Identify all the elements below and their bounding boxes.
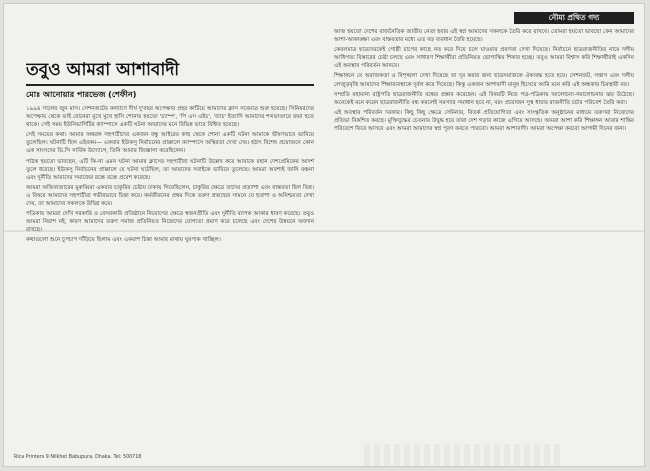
section-title: নৌম্য প্রথিত গদ্য bbox=[514, 12, 634, 24]
left-paragraph-2: সেই সময়ের কথা। আমার অন্তরঙ্গ সহপাঠীদের একজন বন্ধু আইরের কাছ থেকে শোনা একটি ঘটনা আমাকে ভীষণভাবে ভাবিয়ে তুলেছিল। ঘটনাটি ছিল এইরকম— একবার ইঊকসু নির্বাচনের প্রাক্কালে ক্যাম্পাসে অস্থিরতা দেখা দেয়। হঠাৎ বিশেষ প্রয়োজনে কোন এক সাংসদের ডি.সি সার্বিক উদ্যোগে, তিনি আমার জিজ্ঞাসা করেছিলেন। bbox=[26, 132, 314, 155]
right-paragraph-1: আজ হয়তো দেশের রাজনৈতিক জাতীয় নেতা হবার এই স্বপ্ন আমাদের সকলকে তৈরি করে রাখবে। তোমরা হয়তো ভাবছো কেন আমাদের আশা-আকাঙ্ক্ষা এবং বাস্তবতার মধ্যে এত বড় ব্যবধান তৈরি হয়েছে। bbox=[334, 29, 634, 44]
left-paragraph-4: আমরা অজিবাজারের মুরুব্বিরা একবার চাকুরির চেষ্টায় ঢাকায় গিয়েছিলেন, চাকুরির ক্ষেত্রে তাদের প্রত্যাশা এবং বাস্তবতা ছিল ভিন্ন। এ বিষয়ে আমাদের সহপাঠীরা গভীরভাবে চিন্তা করে। কর্মজীবনের প্রথম দিকে তরুণ প্রজন্মের সামনে যে হতাশা ও অনিশ্চয়তা দেখা দেয়, তা আমাদের সকলকে উদ্বিগ্ন করে। bbox=[26, 184, 314, 208]
title-rule bbox=[26, 84, 314, 86]
right-paragraph-3: শিক্ষাঙ্গনে যে অরাজকতা ও বিশৃঙ্খলা দেখা দিয়েছে তা দূর করার জন্য ছাত্রসমাজকে ঐক্যবদ্ধ হতে হবে। সেশনজট, সন্ত্রাস এবং দলীয় লেজুড়বৃত্তি আমাদের শিক্ষাব্যবস্থাকে দুর্বল করে দিয়েছে। কিন্তু একজন আশাবাদী মানুষ হিসেবে আমি মনে করি এই অন্ধকার চিরস্থায়ী নয়। bbox=[334, 73, 634, 88]
right-paragraph-2: কেবলমাত্র ছাত্রদেরকেই গোষ্ঠী চাপের কাছে নত করে দিয়ে চলে যাওয়ার প্রবণতা দেখা দিয়েছে। নির্বাচনে ছাত্ররাজনীতির নামে দলীয় আধিপত্য বিস্তারের চেষ্টা চলছে এবং সাধারণ শিক্ষার্থীরা প্রতিনিয়ত ভোগান্তির শিকার হচ্ছে। তবুও আমরা বিশ্বাস করি শিক্ষার্থীরাই একদিন এই অবস্থার পরিবর্তন আনবে। bbox=[334, 47, 634, 70]
right-paragraph-5: এই অবস্থার পরিবর্তন দরকার। কিছু কিছু ক্ষেত্রে সেমিনার, বিতর্ক প্রতিযোগিতা এবং সাংস্কৃতিক অনুষ্ঠানের মাধ্যমে তরুণরা নিজেদের প্রতিভা বিকশিত করছে। মুক্তিযুদ্ধের চেতনায় উদ্বুদ্ধ হয়ে তারা দেশ গড়ার কাজে এগিয়ে আসছে। আমরা আশা করি শিক্ষাঙ্গন আবার শান্তির পরিবেশে ফিরে আসবে এবং আমরা আমাদের স্বপ্ন পূরণ করতে পারবো। আমরা আশাবাদী। আমরা অপেক্ষা করবো আগামী দিনের জন্য। bbox=[334, 109, 634, 133]
printer-footer: Rica Printers 9 Nilkhet Babupura, Dhaka. Tel: 500718 bbox=[14, 455, 142, 460]
magazine-page bbox=[4, 4, 644, 466]
left-column bbox=[26, 44, 314, 444]
left-paragraph-6: কথাগুলো শুনে চুপচাপ দাঁড়িয়ে ছিলাম এবং একরাশ চিন্তা আমার মাথায় ঘুরপাক খাচ্ছিল। bbox=[26, 237, 221, 244]
show-through-print bbox=[364, 444, 564, 466]
left-paragraph-5: পত্রিকায় আমরা দেখি সরকারি ও বেসরকারি প্রতিষ্ঠানে নিয়োগের ক্ষেত্রে স্বজনপ্রীতি এবং দুর্নীতি ব্যাপক আকার ধারণ করেছে। তবুও আমরা নিরাশ নই, কারণ আমাদের তরুণ সমাজ প্রতিনিয়ত নিজেদের যোগ্যতা প্রমাণ করে চলেছে এবং দেশের উন্নয়নে অবদান রাখছে। bbox=[26, 211, 314, 234]
left-paragraph-1: ১৯৯৪ সালের জুন মাস। সেশনজটের কল্যাণে দীর্ঘ দু'বছর অপেক্ষার প্রহর কাটিয়ে আমাদের ক্লাস সবেমাত্র শুরু হয়েছে। সিনিয়রদের অপেক্ষায় থেকে ভাই বোনেরা মুখে মুখে হাসি শোনায় হয়তো 'চ্যাম্প', 'পি এস এইচ', 'ব্যাচ' ইত্যাদি আমাদের শব্দভাণ্ডারে জমা হতে থাকে। সেই সময় ইউনিভার্সিটির ক্যাম্পাসে একটি ঘটনা আমাদের মনে বিভিন্ন ভাবে বিশ্বিত হয়েছে। bbox=[26, 106, 314, 129]
article-title: তবুও আমরা আশাবাদী bbox=[26, 60, 180, 80]
right-paragraph-4: সম্প্রতি মহামান্য রাষ্ট্রপতি ছাত্ররাজনীতি বন্ধের প্রস্তাব করেছেন। এই বিষয়টি নিয়ে পত্র-পত্রিকায় আলোচনা-সমালোচনার ঝড় উঠেছে। অনেকেই মনে করেন ছাত্ররাজনীতি বন্ধ করলেই সমস্যার সমাধান হবে না, বরং প্রয়োজন সুস্থ ধারার রাজনীতি চর্চার পরিবেশ তৈরি করা। bbox=[334, 91, 634, 106]
left-paragraph-3: পাঠক হয়তো ভাবছেন, এটি কি-না এমন ঘটনা আমার ক্লাসের সহপাঠীরা ঘটনাটি উল্লেখ করে আমাকে মহান দেশপ্রেমিকের আদর্শ তুলে ধরেছে। ইঊকসু নির্বাচনের প্রাক্কালে যে ঘটনা ঘটেছিল, তা আমাদের সবাইকে ভাবিয়ে তুলেছে। আমরা অবশ্যই জানি বঞ্চনা এবং দুর্নীতি আমাদের সমাজের রন্ধ্রে রন্ধ্রে প্রবেশ করেছে। bbox=[26, 158, 314, 181]
right-text-block bbox=[334, 28, 634, 135]
article-author: মোঃ আনোয়ার পারভেজ (শেফীন) bbox=[26, 90, 137, 99]
right-column bbox=[334, 12, 634, 444]
